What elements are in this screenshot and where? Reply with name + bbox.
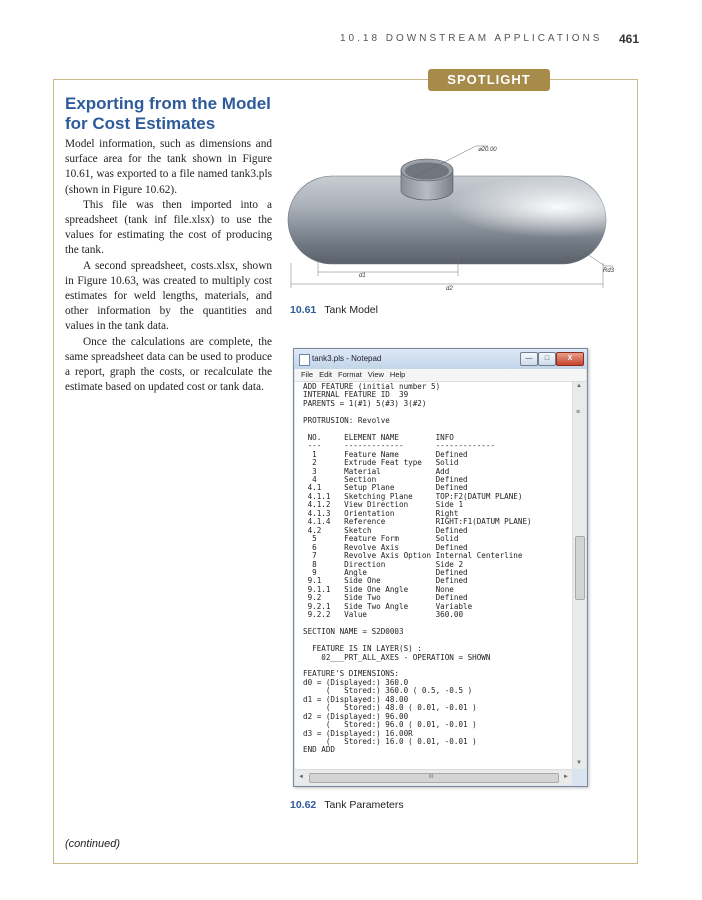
file-line: ( Stored:) 96.0 ( 0.01, -0.01 ) bbox=[303, 720, 477, 730]
close-button[interactable]: X bbox=[556, 352, 584, 366]
figure-title: Tank Model bbox=[324, 304, 378, 316]
figure-62-caption bbox=[290, 799, 404, 811]
horizontal-scroll-thumb[interactable] bbox=[309, 773, 559, 783]
tank-model-figure bbox=[283, 138, 623, 298]
paragraph: A second spreadsheet, costs.xlsx, shown in Figure 10.63, was created to multiply cost estimates for weld lengths, materials, and other information by the quantities and values in the tank data. bbox=[65, 259, 272, 333]
file-line: PARENTS = 1(#1) 5(#3) 3(#2) bbox=[303, 398, 427, 408]
file-line: 6 Revolve Axis Defined bbox=[303, 542, 468, 552]
page-number: 461 bbox=[619, 32, 640, 46]
scroll-up-arrow[interactable]: ▲ bbox=[576, 383, 582, 389]
file-line: d3 = (Displayed:) 16.00R bbox=[303, 728, 413, 738]
menu-file[interactable]: File bbox=[301, 370, 314, 379]
window-titlebar[interactable] bbox=[294, 349, 587, 369]
minimize-button[interactable]: — bbox=[520, 352, 538, 366]
continued-note: (continued) bbox=[65, 838, 121, 850]
figure-title: Tank Parameters bbox=[324, 799, 404, 811]
body-text bbox=[65, 137, 272, 395]
figure-number: 10.62 bbox=[290, 799, 317, 811]
scroll-down-arrow[interactable]: ▼ bbox=[576, 760, 582, 766]
file-line: ADD FEATURE (initial number 5) bbox=[303, 382, 441, 391]
figure-61-caption bbox=[290, 304, 378, 316]
file-line: FEATURE'S DIMENSIONS: bbox=[303, 669, 400, 679]
dim-diameter: ⌀20.00 bbox=[478, 147, 497, 153]
file-line: PROTRUSION: Revolve bbox=[303, 415, 390, 425]
menu-format[interactable]: Format bbox=[338, 370, 362, 379]
menu-edit[interactable]: Edit bbox=[319, 370, 333, 379]
scroll-grip-icon: III bbox=[429, 774, 434, 780]
file-line: 4.1.2 View Direction Side 1 bbox=[303, 500, 464, 510]
file-line: 4.1.4 Reference RIGHT:F1(DATUM PLANE) bbox=[303, 517, 532, 527]
file-line: ( Stored:) 360.0 ( 0.5, -0.5 ) bbox=[303, 686, 473, 696]
dim-d2: d2 bbox=[446, 286, 453, 292]
maximize-button[interactable]: □ bbox=[538, 352, 556, 366]
file-line: 3 Material Add bbox=[303, 466, 450, 476]
file-contents bbox=[295, 382, 572, 755]
file-line: 4.1.1 Sketching Plane TOP:F2(DATUM PLANE) bbox=[303, 491, 523, 501]
dim-rd3: Rd3 bbox=[603, 268, 615, 274]
file-line: 4.2 Sketch Defined bbox=[303, 525, 468, 535]
file-line: 5 Feature Form Solid bbox=[303, 534, 459, 544]
file-line: ( Stored:) 48.0 ( 0.01, -0.01 ) bbox=[303, 703, 477, 713]
notepad-window bbox=[293, 348, 588, 787]
file-line: NO. ELEMENT NAME INFO bbox=[303, 432, 454, 442]
file-line: 9.2 Side Two Defined bbox=[303, 593, 468, 603]
horizontal-scrollbar[interactable] bbox=[295, 769, 572, 785]
file-line: END ADD bbox=[303, 745, 336, 755]
vertical-scrollbar[interactable] bbox=[572, 382, 586, 769]
window-title: tank3.pls - Notepad bbox=[312, 354, 382, 363]
text-editor-area[interactable] bbox=[295, 382, 572, 769]
paragraph: Model information, such as dimensions and surface area for the tank shown in Figure 10.61, was exported to a file named tank3.pls (shown in Figure 10.62). bbox=[65, 138, 272, 196]
file-line: d2 = (Displayed:) 96.00 bbox=[303, 711, 409, 721]
dim-d1: d1 bbox=[359, 273, 366, 279]
scroll-left-arrow[interactable]: ◄ bbox=[298, 774, 304, 780]
file-line: 02___PRT_ALL_AXES - OPERATION = SHOWN bbox=[303, 652, 491, 662]
file-line: d1 = (Displayed:) 48.00 bbox=[303, 694, 409, 704]
menu-help[interactable]: Help bbox=[389, 370, 406, 379]
file-line: 8 Direction Side 2 bbox=[303, 559, 464, 569]
notepad-icon bbox=[299, 354, 310, 366]
menu-view[interactable]: View bbox=[367, 370, 384, 379]
spotlight-headline: Exporting from the Model for Cost Estimates bbox=[65, 94, 271, 133]
file-line: 4 Section Defined bbox=[303, 474, 468, 484]
file-line: 9.2.2 Value 360.00 bbox=[303, 610, 464, 620]
file-line: 7 Revolve Axis Option Internal Centerline bbox=[303, 551, 523, 561]
running-head: 10.18 DOWNSTREAM APPLICATIONS bbox=[340, 33, 603, 44]
file-line: 9.1 Side One Defined bbox=[303, 576, 468, 586]
figure-number: 10.61 bbox=[290, 304, 317, 316]
resize-grip-icon: ≡ bbox=[576, 409, 581, 416]
file-line: INTERNAL FEATURE ID 39 bbox=[303, 390, 409, 400]
file-line: 4.1.3 Orientation Right bbox=[303, 508, 459, 518]
scroll-right-arrow[interactable]: ► bbox=[563, 774, 569, 780]
file-line: 4.1 Setup Plane Defined bbox=[303, 483, 468, 493]
file-line: 9 Angle Defined bbox=[303, 567, 468, 577]
file-line: 9.1.1 Side One Angle None bbox=[303, 584, 454, 594]
file-line: 1 Feature Name Defined bbox=[303, 449, 468, 459]
file-line: ( Stored:) 16.0 ( 0.01, -0.01 ) bbox=[303, 737, 477, 747]
file-line: FEATURE IS IN LAYER(S) : bbox=[303, 644, 422, 654]
paragraph: Once the calculations are complete, the same spreadsheet data can be used to produce a report, graph the costs, or recalculate the estimate based on updated cost or tank data. bbox=[65, 335, 272, 394]
file-line: SECTION NAME = S2D0003 bbox=[303, 627, 404, 637]
paragraph: This file was then imported into a spreadsheet (tank inf file.xlsx) to use the values for estimating the cost of producing the tank. bbox=[65, 198, 272, 257]
menu-bar bbox=[295, 369, 586, 382]
file-line: 9.2.1 Side Two Angle Variable bbox=[303, 601, 473, 611]
file-line: --- ------------- ------------- bbox=[303, 441, 496, 451]
file-line: d0 = (Displayed:) 360.0 bbox=[303, 677, 409, 687]
vertical-scroll-thumb[interactable] bbox=[575, 536, 585, 600]
spotlight-badge: SPOTLIGHT bbox=[428, 69, 550, 91]
file-line: 2 Extrude Feat type Solid bbox=[303, 458, 459, 468]
